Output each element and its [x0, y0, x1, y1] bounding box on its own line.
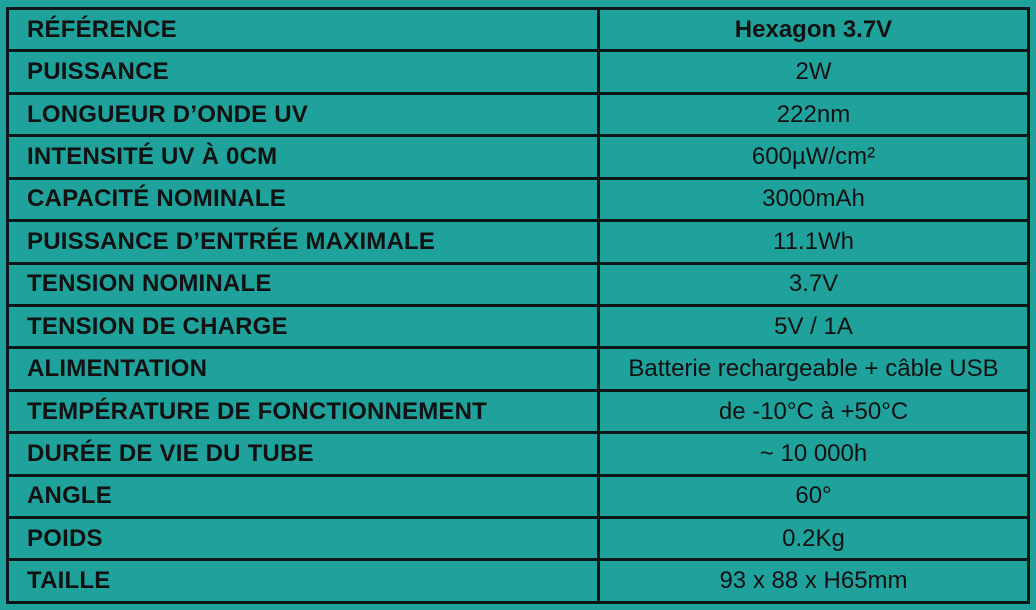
spec-label: PUISSANCE	[8, 51, 599, 93]
table-row	[8, 9, 1029, 51]
spec-value: 222nm	[599, 93, 1029, 135]
table-row	[8, 51, 1029, 93]
spec-label: RÉFÉRENCE	[8, 9, 599, 51]
table-row	[8, 348, 1029, 390]
table-row	[8, 305, 1029, 347]
table-row	[8, 93, 1029, 135]
spec-value: ~ 10 000h	[599, 433, 1029, 475]
table-row	[8, 475, 1029, 517]
spec-value: 60°	[599, 475, 1029, 517]
spec-value: 3.7V	[599, 263, 1029, 305]
spec-value: 2W	[599, 51, 1029, 93]
spec-label: CAPACITÉ NOMINALE	[8, 178, 599, 220]
spec-table	[6, 7, 1030, 604]
spec-value: 600µW/cm²	[599, 136, 1029, 178]
spec-label: TENSION NOMINALE	[8, 263, 599, 305]
spec-value: Batterie rechargeable + câble USB	[599, 348, 1029, 390]
table-row	[8, 433, 1029, 475]
spec-value: 5V / 1A	[599, 305, 1029, 347]
table-row	[8, 136, 1029, 178]
spec-value: 93 x 88 x H65mm	[599, 560, 1029, 603]
spec-label: LONGUEUR D’ONDE UV	[8, 93, 599, 135]
spec-label: POIDS	[8, 518, 599, 560]
spec-label: TEMPÉRATURE DE FONCTIONNEMENT	[8, 390, 599, 432]
table-row	[8, 560, 1029, 603]
spec-label: TENSION DE CHARGE	[8, 305, 599, 347]
spec-value: 11.1Wh	[599, 221, 1029, 263]
spec-label: DURÉE DE VIE DU TUBE	[8, 433, 599, 475]
spec-label: TAILLE	[8, 560, 599, 603]
spec-value: 3000mAh	[599, 178, 1029, 220]
spec-value: 0.2Kg	[599, 518, 1029, 560]
spec-label: PUISSANCE D’ENTRÉE MAXIMALE	[8, 221, 599, 263]
spec-table-body	[8, 9, 1029, 603]
table-row	[8, 221, 1029, 263]
spec-value: Hexagon 3.7V	[599, 9, 1029, 51]
table-row	[8, 518, 1029, 560]
spec-label: ALIMENTATION	[8, 348, 599, 390]
table-row	[8, 263, 1029, 305]
spec-label: ANGLE	[8, 475, 599, 517]
spec-label: INTENSITÉ UV À 0CM	[8, 136, 599, 178]
spec-value: de -10°C à +50°C	[599, 390, 1029, 432]
table-row	[8, 178, 1029, 220]
table-row	[8, 390, 1029, 432]
